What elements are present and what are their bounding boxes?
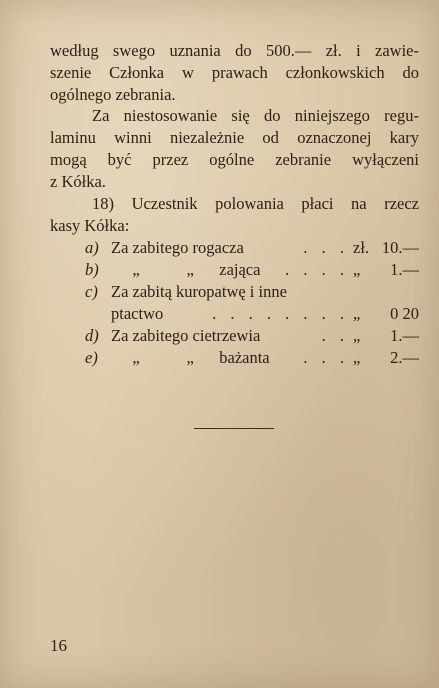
item-currency: „: [353, 304, 361, 323]
item-currency: „: [353, 348, 361, 367]
item-description-group: [111, 347, 270, 369]
ditto-mark: „: [132, 260, 140, 279]
ditto-mark: „: [186, 260, 194, 279]
text-line: laminu winni niezależnie od oznaczonej kary: [50, 128, 419, 147]
item-description: bażanta: [219, 348, 270, 367]
item-currency: „: [353, 326, 361, 345]
fee-item-roe-deer: [85, 237, 419, 259]
fee-item-partridge: [85, 281, 419, 303]
item-value: 1.—: [390, 260, 419, 279]
dot-leader: . . . .: [285, 260, 349, 279]
dot-leader: . . .: [303, 238, 349, 257]
item-value: 10.—: [381, 238, 419, 257]
item-value: 1.—: [390, 326, 419, 345]
item-description: Za zabitego cietrzewia: [111, 326, 261, 345]
fee-item-black-grouse: [85, 325, 419, 347]
text-line: 18) Uczestnik polowania płaci na rzecz: [92, 194, 419, 213]
text-line: ogólnego zebrania.: [50, 85, 176, 104]
text-line: kasy Kółka:: [50, 216, 130, 235]
item-description: zająca: [219, 260, 261, 279]
item-description: Za zabitego rogacza: [111, 238, 244, 257]
page-number: 16: [50, 636, 67, 655]
item-description: Za zabitą kuropatwę i inne: [111, 282, 287, 301]
fee-item-pheasant: [85, 347, 419, 369]
item-marker: c): [85, 282, 98, 301]
item-value: 2.—: [390, 348, 419, 367]
dot-leader: . .: [321, 326, 349, 345]
fee-item-hare: [85, 259, 419, 281]
text-line: według swego uznania do 500.— zł. i zawie-: [50, 41, 419, 60]
item-description-group: [111, 259, 260, 281]
paragraph-rule-18: [50, 193, 419, 237]
text-line: szenie Członka w prawach członkowskich do: [50, 63, 419, 82]
paragraph-penalty-end: [50, 40, 419, 106]
ditto-mark: „: [186, 348, 194, 367]
item-marker: b): [85, 260, 99, 279]
item-description: ptactwo: [111, 304, 164, 323]
dot-leader: . . .: [303, 348, 349, 367]
item-currency: „: [353, 260, 361, 279]
item-value: 0 20: [390, 304, 419, 323]
fee-item-partridge-continued: [111, 303, 419, 325]
item-marker: e): [85, 348, 98, 367]
item-currency: zł.: [353, 238, 370, 257]
item-marker: d): [85, 326, 99, 345]
section-divider-rule: [194, 428, 274, 429]
text-line: z Kółka.: [50, 172, 106, 191]
text-line: Za niestosowanie się do niniejszego regu-: [92, 106, 419, 125]
text-line: mogą być przez ogólne zebranie wyłączeni: [50, 150, 419, 169]
dot-leader: . . . . . . . .: [212, 304, 349, 323]
ditto-mark: „: [132, 348, 140, 367]
paragraph-exclusion: [50, 105, 419, 193]
item-marker: a): [85, 238, 99, 257]
